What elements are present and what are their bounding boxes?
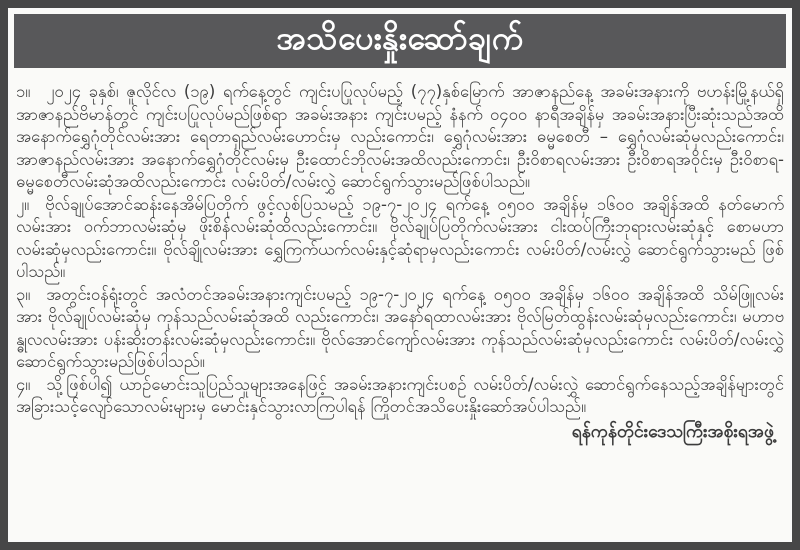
paragraph-text: သို့ဖြစ်ပါ၍ ယာဉ်မောင်းသူပြည်သူများအနေဖြင့် အခမ်းအနားကျင်းပစဉ် လမ်းပိတ်/လမ်းလွှဲ ဆောင်ရွက်နေသည့်အချိန်များတွင် အခြားသင့်လျော်သောလမ်းများမှ မောင်းနှင်သွားလာကြပါရန် ကြိုတင်အသိပေးနှိုးဆော်အပ်ပါသည်။ <box>16 374 784 416</box>
notice-body <box>8 77 792 443</box>
paragraph-text: အတွင်းဝန်ရုံးတွင် အလံတင်အခမ်းအနားကျင်းပမည့် ၁၉-၇-၂၀၂၄ ရက်နေ့ ၀၅၀၀ အချိန်မှ ၁၆၀၀ အချိန်အထိ သိမ်ဖြူလမ်းအား ဗိုလ်ချုပ်လမ်းဆုံမှ ကုန်သည်လမ်းဆုံအထိ လည်းကောင်း၊ အနော်ရထာလမ်းအား ဗိုလ်မြတ်ထွန်းလမ်းဆုံမှလည်းကောင်း၊ မဟာဗန္ဓုလလမ်းအား ပန်းဆိုးတန်းလမ်းဆုံမှလည်းကောင်း။ ဗိုလ်အောင်ကျော်လမ်းအား ကုန်သည်လမ်းဆုံမှလည်းကောင်း လမ်းပိတ်/လမ်းလွှဲ ဆောင်ရွက်သွားမည်ဖြစ်ပါသည်။ <box>16 284 784 371</box>
paragraph-number: ၃။ <box>16 284 31 304</box>
paragraph-number: ၁။ <box>16 82 31 101</box>
paragraph-text: ဗိုလ်ချုပ်အောင်ဆန်းနေအိမ်ပြတိုက် ဖွင့်လှစ်ပြသမည့် ၁၉-၇-၂၀၂၄ ရက်နေ့ ၀၅၀၀ အချိန်မှ ၁၆၀၀ အချိန်အထိ နတ်မောက်လမ်းအား ဝက်ဘာလမ်းဆုံမှ ဖိုးစိန်လမ်းဆုံထိလည်းကောင်း။ ဗိုလ်ချုပ်ပြတိုက်လမ်းအား ငါးထပ်ကြီးဘုရားလမ်းဆုံနှင့် စောမဟာလမ်းဆုံမှလည်းကောင်း။ ဗိုလ်ချိုလမ်းအား ရွှေကြက်ယက်လမ်းနှင့်ဆုံရာမှလည်းကောင်း လမ်းပိတ်/လမ်းလွှဲ ဆောင်ရွက်သွားမည် ဖြစ်ပါသည်။ <box>16 194 784 281</box>
notice-header <box>14 14 786 68</box>
paragraph-number: ၄။ <box>16 374 31 394</box>
notice-paragraph-2 <box>16 194 784 284</box>
paragraph-number: ၂။ <box>16 194 30 214</box>
notice-title: အသိပေးနှိုးဆော်ချက် <box>276 19 524 57</box>
paragraph-text: ၂၀၂၄ ခုနှစ်၊ ဇူလိုင်လ (၁၉) ရက်နေ့တွင် ကျင်းပပြုလုပ်မည့် (၇၇)နှစ်မြောက် အာဇာနည်နေ့ အခမ်းအနားကို ဗဟန်းမြို့နယ်ရှိ အာဇာနည်ဗိမာန်တွင် ကျင်းပပြုလုပ်မည်ဖြစ်ရာ အခမ်းအနား ကျင်းပမည့် နံနက် ၀၄၀၀ နာရီအချိန်မှ အခမ်းအနားပြီးဆုံးသည်အထိ အနောက်ရွှေဂုံတိုင်လမ်းအား ရေတာရှည်လမ်းဟောင်းမှ လည်းကောင်း၊ ရွှေဂုံလမ်းအား ဓမ္မစေတီ – ရွှေဂုံလမ်းဆုံမှလည်းကောင်း၊ အာဇာနည်လမ်းအား အနောက်ရွှေဂုံတိုင်လမ်းမှ ဦးထောင်ဘိုလမ်းအထိလည်းကောင်း၊ ဦးဝိစာရလမ်းအား ဦးဝိစာရအဝိုင်းမှ ဦးဝိစာရ-ဓမ္မစေတီလမ်းဆုံအထိလည်းကောင်း လမ်းပိတ်/လမ်းလွှဲ ဆောင်ရွက်သွားမည်ဖြစ်ပါသည်။ <box>16 82 784 191</box>
notice-paragraph-1 <box>16 81 784 194</box>
notice-paragraph-3 <box>16 284 784 374</box>
notice-paragraph-4 <box>16 374 784 419</box>
signature-line: ရန်ကုန်တိုင်းဒေသကြီးအစိုးရအဖွဲ့ <box>571 421 774 442</box>
